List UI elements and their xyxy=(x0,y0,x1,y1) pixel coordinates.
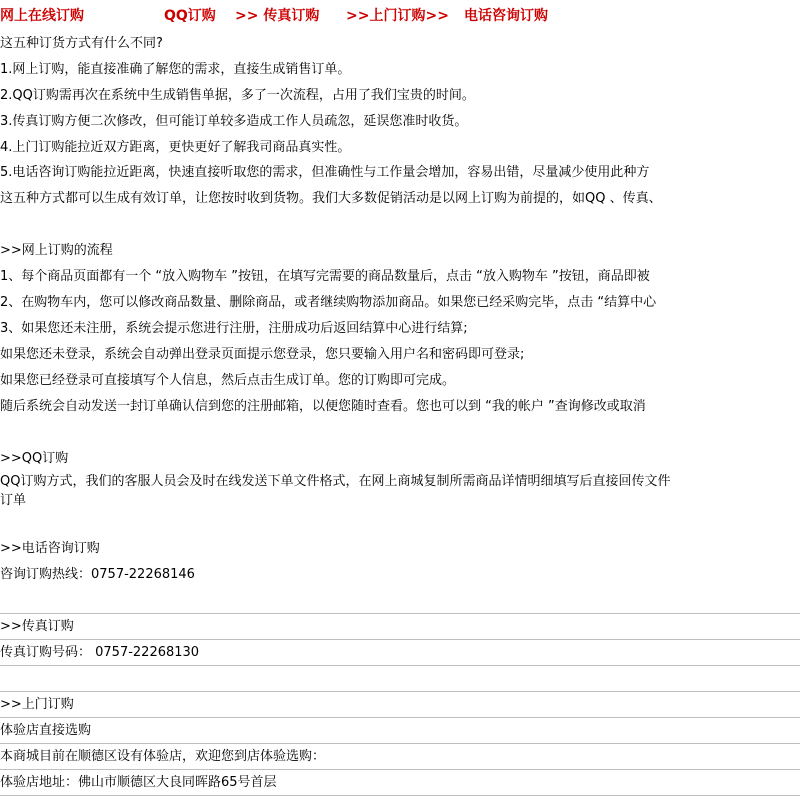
divider xyxy=(0,639,800,640)
divider xyxy=(0,691,800,692)
intro-question: 这五种订货方式有什么不同? xyxy=(0,36,163,51)
divider xyxy=(0,717,800,718)
divider xyxy=(0,769,800,770)
flow-step: 1、每个商品页面都有一个 “放入购物车 ”按钮，在填写完需要的商品数量后，点击 “放入购物车 ”按钮，商品即被 xyxy=(0,269,650,284)
online-flow-heading: >>网上订购的流程 xyxy=(0,243,113,258)
divider xyxy=(0,665,800,666)
intro-item: 3.传真订购方便二次修改，但可能订单较多造成工作人员疏忽，延误您准时收货。 xyxy=(0,114,468,129)
intro-item: 4.上门订购能拉近双方距离，更快更好了解我司商品真实性。 xyxy=(0,140,351,155)
qq-description-cont: 订单 xyxy=(0,493,27,508)
door-line: 体验店直接选购 xyxy=(0,723,92,738)
nav-door-order[interactable]: >>上门订购>> xyxy=(346,8,449,24)
door-heading: >>上门订购 xyxy=(0,697,74,712)
flow-step: 如果您已经登录可直接填写个人信息，然后点击生成订单。您的订购即可完成。 xyxy=(0,373,456,388)
nav-fax-order[interactable]: >> 传真订购 xyxy=(235,8,320,24)
divider xyxy=(0,795,800,796)
nav-online-order[interactable]: 网上在线订购 xyxy=(0,8,84,24)
qq-heading: >>QQ订购 xyxy=(0,451,69,466)
fax-heading: >>传真订购 xyxy=(0,619,74,634)
nav-qq-order[interactable]: QQ订购 xyxy=(164,8,216,24)
flow-step: 3、如果您还未注册，系统会提示您进行注册，注册成功后返回结算中心进行结算; xyxy=(0,321,468,336)
intro-summary: 这五种方式都可以生成有效订单，让您按时收到货物。我们大多数促销活动是以网上订购为前提的，如QQ 、传真、 xyxy=(0,191,662,206)
nav-phone-order[interactable]: 电话咨询订购 xyxy=(464,8,548,24)
order-method-nav xyxy=(0,3,800,25)
flow-step: 如果您还未登录，系统会自动弹出登录页面提示您登录，您只要输入用户名和密码即可登录; xyxy=(0,347,525,362)
fax-number: 传真订购号码： 0757-22268130 xyxy=(0,645,200,660)
intro-item: 2.QQ订购需再次在系统中生成销售单据，多了一次流程，占用了我们宝贵的时间。 xyxy=(0,88,475,103)
phone-hotline: 咨询订购热线：0757-22268146 xyxy=(0,567,195,582)
flow-step: 随后系统会自动发送一封订单确认信到您的注册邮箱，以便您随时查看。您也可以到 “我的帐户 ”查询修改或取消 xyxy=(0,399,646,414)
phone-heading: >>电话咨询订购 xyxy=(0,541,100,556)
qq-description: QQ订购方式，我们的客服人员会及时在线发送下单文件格式，在网上商城复制所需商品详情明细填写后直接回传文件 xyxy=(0,474,671,489)
door-address: 体验店地址：佛山市顺德区大良同晖路65号首层 xyxy=(0,775,277,790)
door-line: 本商城目前在顺德区设有体验店，欢迎您到店体验选购： xyxy=(0,749,326,764)
flow-step: 2、在购物车内，您可以修改商品数量、删除商品，或者继续购物添加商品。如果您已经采购完毕，点击 “结算中心 xyxy=(0,295,657,310)
intro-item: 5.电话咨询订购能拉近距离，快速直接听取您的需求，但准确性与工作量会增加，容易出错，尽量减少使用此种方 xyxy=(0,165,650,180)
divider xyxy=(0,613,800,614)
divider xyxy=(0,743,800,744)
intro-item: 1.网上订购，能直接准确了解您的需求，直接生成销售订单。 xyxy=(0,62,351,77)
